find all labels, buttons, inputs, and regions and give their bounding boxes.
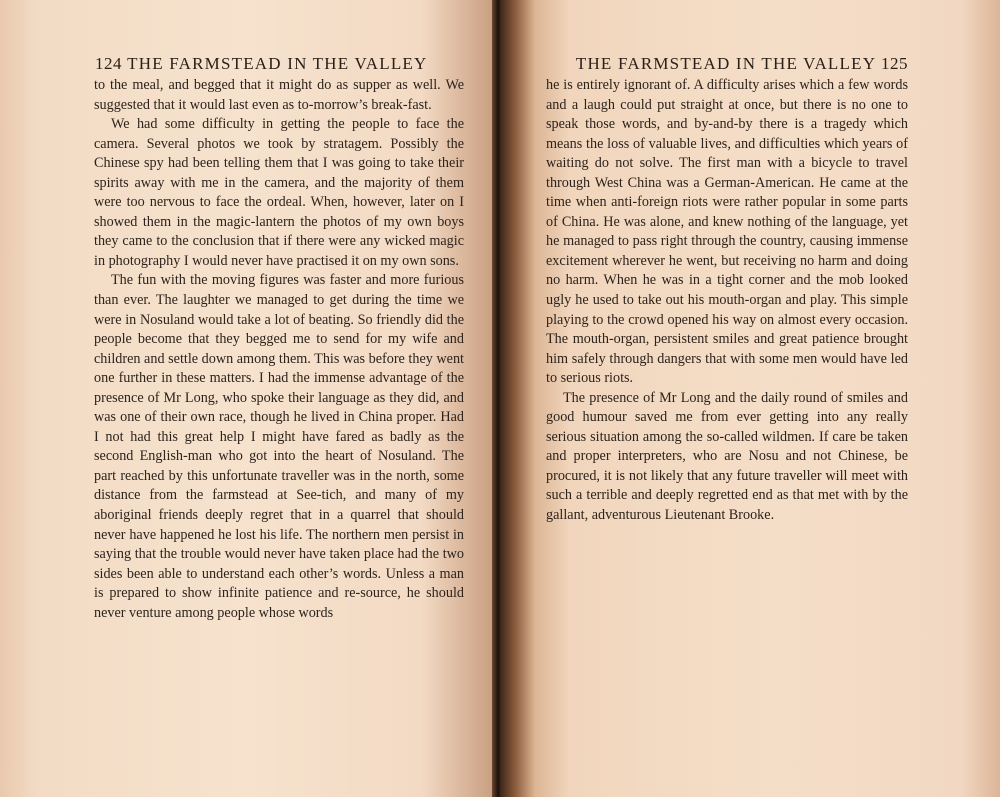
right-running-head: THE FARMSTEAD IN THE VALLEY	[575, 54, 876, 73]
right-running-header	[558, 54, 908, 74]
left-running-head: THE FARMSTEAD IN THE VALLEY	[127, 54, 428, 73]
paragraph: to the meal, and begged that it might do as supper as well. We suggested that it would last even as to-morrow’s break-fast.	[94, 77, 464, 113]
right-page-text	[546, 76, 908, 526]
paragraph: he is entirely ignorant of. A difficulty arises which a few words and a laugh could put straight at once, but there is no one to speak those words, and by-and-by there is a tragedy which means the loss of valuable lives, and difficulties which years of waiting do not solve. The first man with a bicycle to travel through West China was a German-American. He came at the time when anti-foreign riots were rather popular in some parts of China. He was alone, and knew nothing of the language, yet he managed to pass right through the country, causing immense excitement wherever he went, but receiving no harm and doing no harm. When he was in a tight corner and the mob looked ugly he used to take out his mouth-organ and play. This simple playing to the crowd opened his way on almost every occasion. The mouth-organ, persistent smiles and great patience brought him safely through dangers that with some men would have led to serious riots.	[546, 77, 908, 387]
left-running-header	[95, 54, 445, 74]
right-page	[500, 0, 1000, 797]
left-page-number: 124	[95, 54, 122, 73]
right-page-number: 125	[881, 54, 908, 73]
paragraph: The presence of Mr Long and the daily round of smiles and good humour saved me from ever getting into any really serious situation among the so-called wildmen. If care be taken and proper interpreters, who are Nosu and not Chinese, be procured, it is not likely that any future traveller will meet with such a terrible and deeply regretted end as that met with by the gallant, adventurous Lieutenant Brooke.	[546, 389, 908, 524]
paragraph: The fun with the moving figures was faster and more furious than ever. The laughter we managed to get during the time we were in Nosuland would take a lot of beating. So friendly did the people become that they begged me to send for my wife and children and settle down among them. This was before they went one further in these matters. I had the immense advantage of the presence of Mr Long, who spoke their language as they did, and was one of their own race, though he lived in China proper. Had I not had this great help I might have fared as badly as the second English-man who got into the heart of Nosuland. The part reached by this unfortunate traveller was in the north, some distance from the farmstead at See-tich, and many of my aboriginal friends deeply regret that in a quarrel that should never have happened he lost his life. The northern men persist in saying that the trouble would never have taken place had the two sides been able to understand each other’s words. Unless a man is prepared to show infinite patience and re-source, he should never venture among people whose words	[94, 272, 464, 621]
left-page-text	[94, 76, 464, 623]
left-page	[0, 0, 496, 797]
paragraph: We had some difficulty in getting the people to face the camera. Several photos we took by stratagem. Possibly the Chinese spy had been telling them that I was going to take their spirits away with me in the camera, and the majority of them were too nervous to face the ordeal. When, however, later on I showed them in the magic-lantern the photos of my own boys they came to the conclusion that if there were any wicked magic in photography I would never have practised it on my own sons.	[94, 116, 464, 269]
